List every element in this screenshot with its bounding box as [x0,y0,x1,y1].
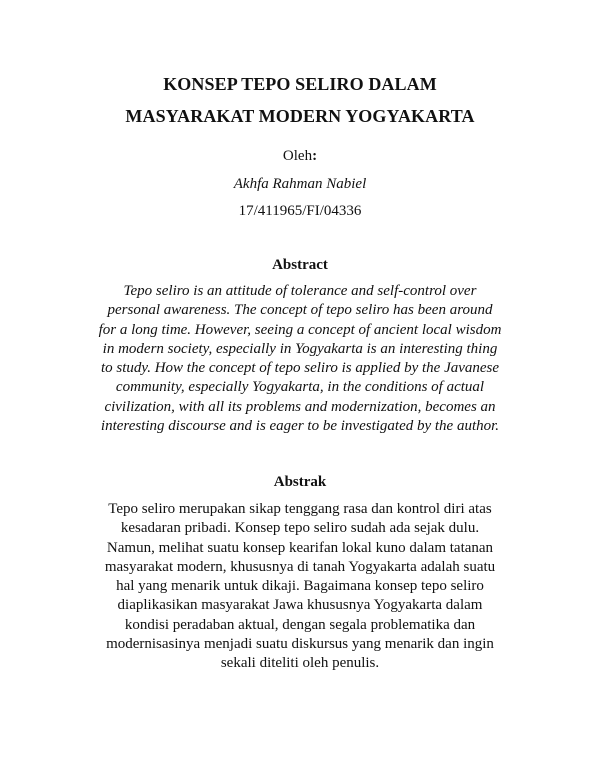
abstrak-line: sekali diteliti oleh penulis. [220,655,380,672]
author-name: Akhfa Rahman Nabiel [233,176,367,192]
abstrak-line: Namun, melihat suatu konsep kearifan lokal kuno dalam tatanan [106,539,494,556]
abstract-line: personal awareness. The concept of tepo seliro has been around [107,302,493,319]
paper-title-line-2: MASYARAKAT MODERN YOGYAKARTA [125,106,475,126]
abstract-body [0,282,600,436]
student-id: 17/411965/FI/04336 [238,203,362,219]
abstract-line: for a long time. However, seeing a concept of ancient local wisdom [98,321,502,338]
abstract-line: civilization, with all its problems and modernization, becomes an [104,398,496,415]
abstrak-heading: Abstrak [273,474,327,490]
abstract-line: in modern society, especially in Yogyakarta is an interesting thing [102,340,498,357]
oleh-word: Oleh [282,148,313,164]
abstract-line: Tepo seliro is an attitude of tolerance and self-control over [123,283,477,299]
abstrak-line: modernisasinya menjadi suatu diskursus yang menarik dan ingin [106,636,494,653]
abstract-line: interesting discourse and is eager to be investigated by the author. [100,418,500,435]
abstrak-line: kondisi peradaban aktual, dengan segala problematika dan [124,616,476,633]
abstrak-line: masyarakat modern, khususnya di tanah Yogyakarta adalah suatu [104,558,496,575]
abstrak-line: kesadaran pribadi. Konsep tepo seliro sudah ada sejak dulu. [120,520,480,537]
abstrak-line: diaplikasikan masyarakat Jawa khususnya Yogyakarta dalam [117,597,483,614]
abstract-heading: Abstract [272,257,328,273]
abstrak-body [0,500,600,674]
abstract-line: to study. How the concept of tepo seliro is applied by the Javanese [100,360,500,377]
abstrak-line: hal yang menarik untuk dikaji. Bagaimana konsep tepo seliro [116,578,484,595]
oleh-colon: : [312,148,318,164]
oleh-label [0,148,600,165]
paper-title-line-1: KONSEP TEPO SELIRO DALAM [163,74,437,94]
abstract-line: community, especially Yogyakarta, in the conditions of actual [115,379,485,396]
abstrak-line: Tepo seliro merupakan sikap tenggang rasa dan kontrol diri atas [108,501,492,517]
